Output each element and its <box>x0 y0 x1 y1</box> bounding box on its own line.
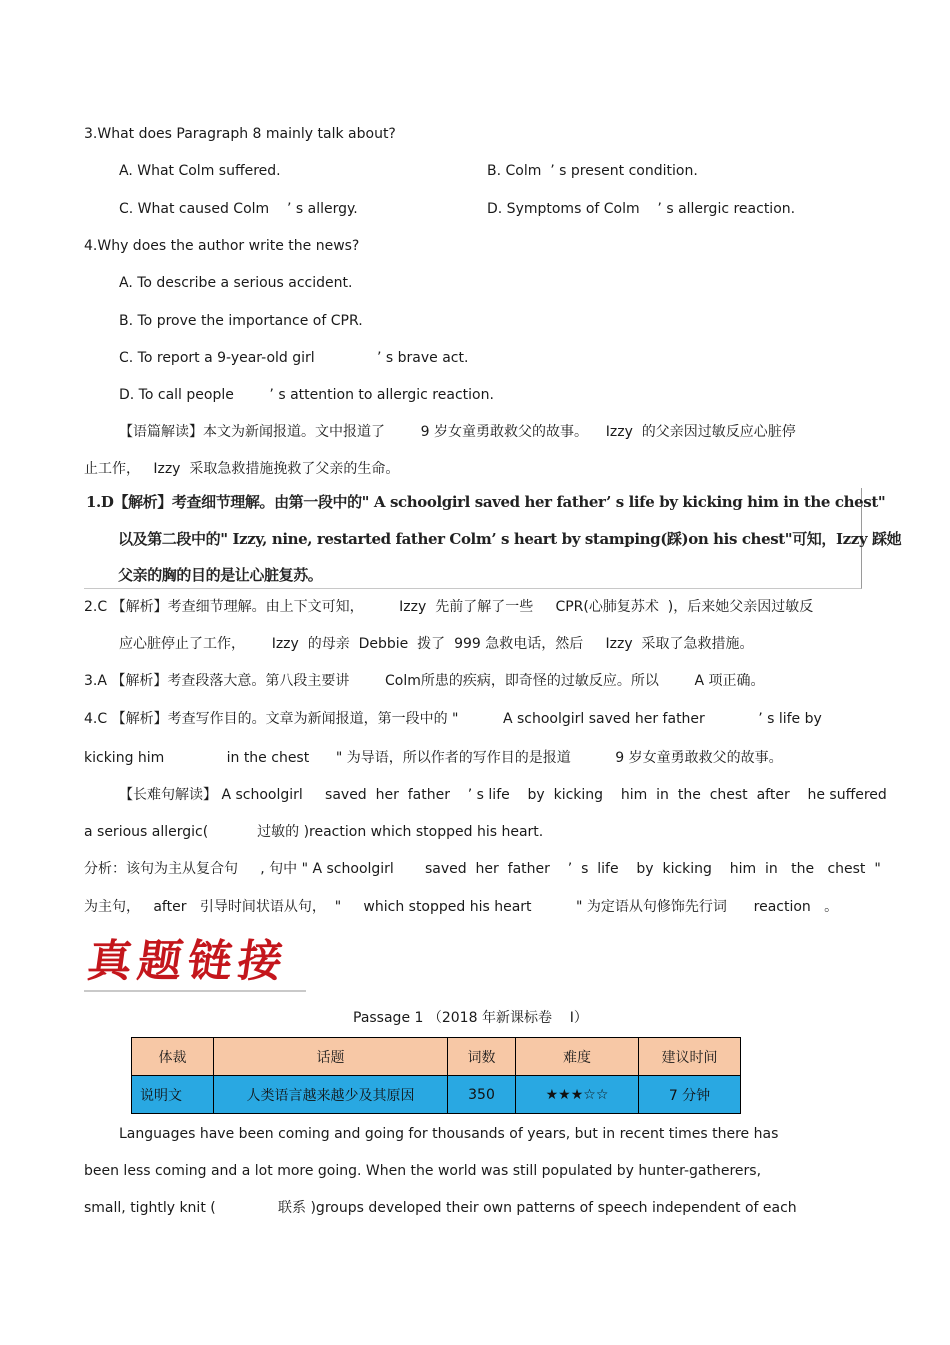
header-genre: 体裁 <box>132 1038 214 1076</box>
question-3-option-d: D. Symptoms of Colm ’ s allergic reaction. <box>487 201 796 217</box>
question-3-stem: 3.What does Paragraph 8 mainly talk about? <box>84 126 396 142</box>
question-4-option-a: A. To describe a serious accident. <box>119 275 353 291</box>
cell-topic: 人类语言越来越少及其原因 <box>214 1076 448 1114</box>
header-difficulty: 难度 <box>516 1038 639 1076</box>
header-topic: 话题 <box>214 1038 448 1076</box>
long-sentence-line-4: 为主句， after 引导时间状语从句， " which stopped his heart " 为定语从句修饰先行词 reaction 。 <box>84 899 839 915</box>
passage-reading-line-2: 止工作， Izzy 采取急救措施挽救了父亲的生命。 <box>84 461 400 477</box>
section-banner-text: 真题链接 <box>84 936 292 987</box>
answer-1-line-3: 父亲的胸的目的是让心脏复苏。 <box>118 566 323 584</box>
cell-word-count: 350 <box>448 1076 516 1114</box>
long-sentence-line-1: 【长难句解读】 A schoolgirl saved her father ’ s life by kicking him in the chest after he suffered <box>119 787 887 803</box>
answer-3: 3.A 【解析】考查段落大意。第八段主要讲 Colm所患的疾病，即奇怪的过敏反应。所以 A 项正确。 <box>84 673 765 689</box>
answer-1-line-1: 1.D【解析】考查细节理解。由第一段中的" A schoolgirl saved her father’ s life by kicking him in the chest" <box>86 493 886 511</box>
long-sentence-line-2: a serious allergic( 过敏的 )reaction which stopped his heart. <box>84 824 544 840</box>
passage-text-line-2: been less coming and a lot more going. When the world was still populated by hunter-gatherers, <box>84 1163 762 1179</box>
answer-1-scan-block <box>84 488 902 589</box>
passage-title: Passage 1 （2018 年新课标卷 I） <box>353 1010 588 1026</box>
question-3-option-c: C. What caused Colm ’ s allergy. <box>119 201 358 217</box>
section-banner <box>84 932 306 992</box>
long-sentence-line-3: 分析：该句为主从复合句 , 句中 " A schoolgirl saved her father ’ s life by kicking him in the chest " <box>84 861 881 877</box>
answer-2-line-2: 应心脏停止了工作， Izzy 的母亲 Debbie 拨了 999 急救电话，然后 Izzy 采取了急救措施。 <box>119 636 754 652</box>
cell-difficulty: ★★★☆☆ <box>516 1076 639 1114</box>
question-4-stem: 4.Why does the author write the news? <box>84 238 360 254</box>
answer-4-line-1: 4.C 【解析】考查写作目的。文章为新闻报道，第一段中的 " A schoolgirl saved her father ’ s life by <box>84 711 822 727</box>
passage-text-line-3: small, tightly knit ( 联系 )groups developed their own patterns of speech independent of each <box>84 1200 797 1216</box>
header-word-count: 词数 <box>448 1038 516 1076</box>
cell-suggested-time: 7 分钟 <box>639 1076 741 1114</box>
question-4-option-b: B. To prove the importance of CPR. <box>119 313 363 329</box>
passage-text-line-1: Languages have been coming and going for thousands of years, but in recent times there has <box>119 1126 779 1142</box>
answer-4-line-2: kicking him in the chest " 为导语，所以作者的写作目的是报道 9 岁女童勇敢救父的故事。 <box>84 750 783 766</box>
answer-1-line-2: 以及第二段中的" Izzy, nine, restarted father Colm’ s heart by stamping(踩)on his chest"可知，Izzy 踩她 <box>118 530 902 548</box>
cell-genre: 说明文 <box>132 1076 214 1114</box>
question-3-option-a: A. What Colm suffered. <box>119 163 281 179</box>
table-row <box>132 1076 741 1114</box>
header-suggested-time: 建议时间 <box>639 1038 741 1076</box>
question-3-option-b: B. Colm ’ s present condition. <box>487 163 698 179</box>
question-4-option-c: C. To report a 9-year-old girl ’ s brave act. <box>119 350 469 366</box>
passage-reading-line-1: 【语篇解读】本文为新闻报道。文中报道了 9 岁女童勇敢救父的故事。 Izzy 的父亲因过敏反应心脏停 <box>119 424 796 440</box>
answer-2-line-1: 2.C 【解析】考查细节理解。由上下文可知， Izzy 先前了解了一些 CPR(心肺复苏术 )，后来她父亲因过敏反 <box>84 599 814 615</box>
question-4-option-d: D. To call people ’ s attention to allergic reaction. <box>119 387 494 403</box>
passage-info-table <box>131 1037 741 1114</box>
table-header-row <box>132 1038 741 1076</box>
